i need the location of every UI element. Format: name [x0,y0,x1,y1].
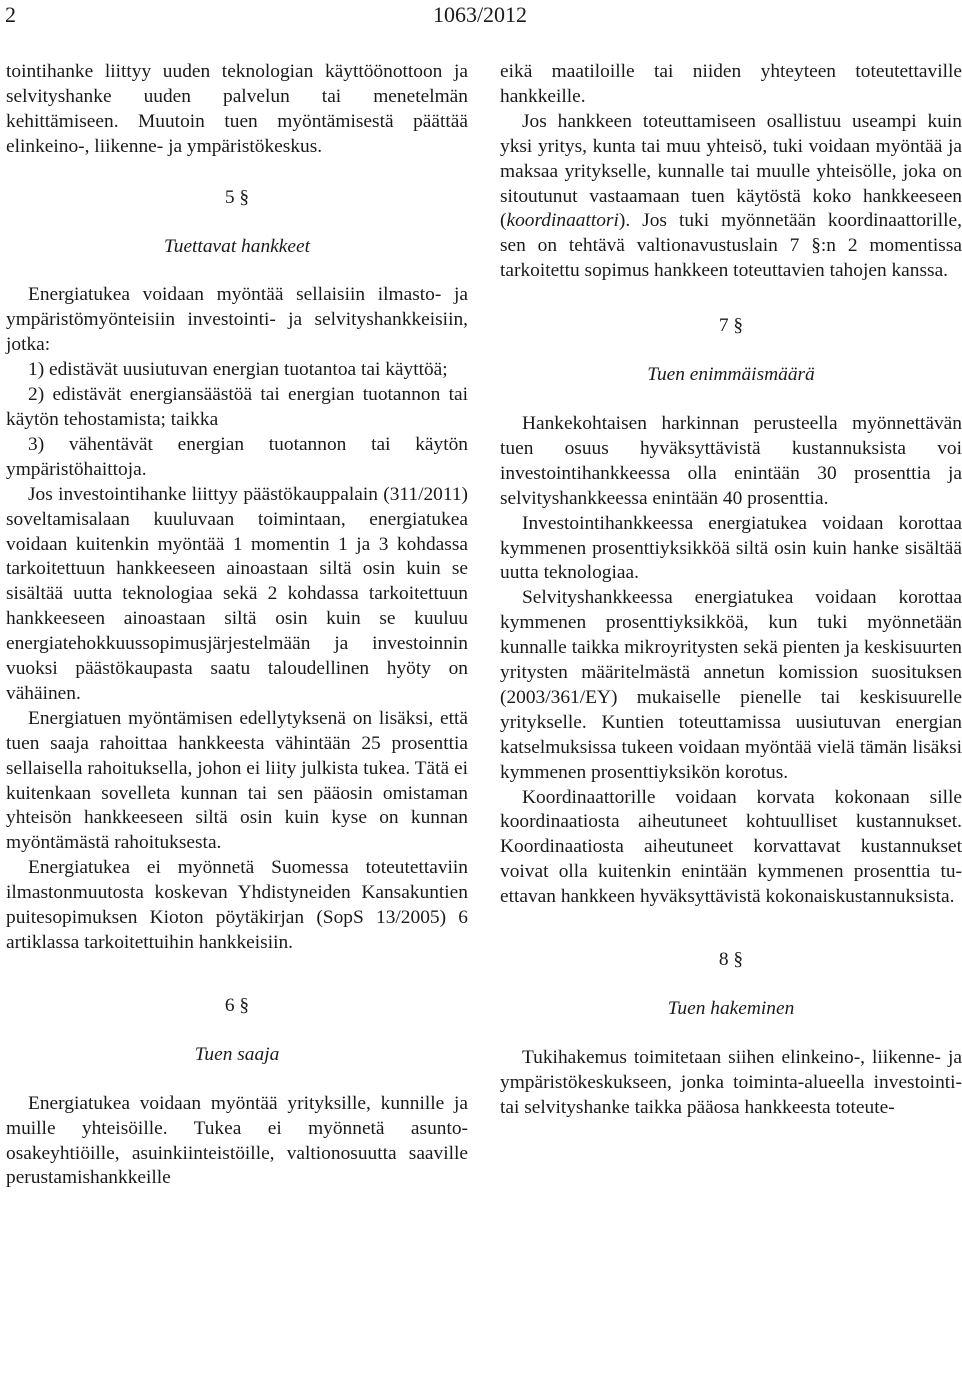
italic-term: koordinaattori [506,210,619,232]
section-5-heading [6,186,468,260]
paragraph: Energiatukea voidaan myöntää yrityksille, kunnille ja muille yhteisöille. Tukea ei myönnetä asunto-osakeyhtiöille, asuinkiinteistöille, valtionosuutta saaville perustamishankkeille [6,1092,468,1189]
section-number: 8 § [718,949,744,971]
text-run: ). Jos tuki myönnetään koordinaattorille, sen on tehtävä valtionavustuslain 7 §:n 2 momentissa tarkoitettu sopimus hankkeen toteuttavien tahojen kanssa. [500,210,962,282]
section-title: Tuen enimmäismäärä [647,364,815,386]
section-title: Tuettavat hankkeet [164,235,310,257]
document-number: 1063/2012 [432,2,528,27]
text-run: Jos hankkeen toteuttamiseen osallistuu useampi kuin yksi yritys, kunta tai muu yhteisö, tuki voidaan myöntää ja maksaa yritykselle, kunnalle tai muulle yhteisölle, joka on sitoutunut vastaamaan tuen käytöstä koko hankkeeseen ( [500,110,962,232]
section-7-heading [500,314,962,388]
paragraph: Hankekohtaisen harkinnan perusteella myönnettävän tuen osuus hyväksyttävistä kustannuksista voi investointihankkeessa olla enintään 30 prosenttia ja selvityshankkeessa enintään 40 prosenttia. [500,412,962,509]
section-6-heading [6,994,468,1068]
section-title: Tuen saaja [194,1043,280,1065]
section-number: 5 § [224,186,250,208]
paragraph: Energiatuen myöntämisen edellytyksenä on lisäksi, että tuen saaja rahoittaa hankkeesta vähintään 25 prosenttia sellaisella rahoituksella, johon ei liity julkista tukea. Tätä ei kuitenkaan sovelleta kunnan tai sen pääosin omistaman yhteisön hankkeeseen siltä osin kuin kyse on kunnan myöntämästä rahoituksesta. [6,707,468,854]
paragraph [500,110,962,284]
paragraph: Investointihankkeessa energiatukea voidaan korottaa kymmenen prosenttiyksikköä siltä osin kuin hanke sisältää uutta teknologiaa. [500,512,962,584]
paragraph: Jos investointihanke liittyy päästökauppalain (311/2011) soveltamisalaan kuuluvaan toimintaan, energiatukea voidaan kuitenkin myöntää 1 momentin 1 ja 3 kohdassa tarkoitettuun hankkeeseen ainoastaan siltä osin kuin se sisältää uutta teknologiaa sekä 2 kohdassa tarkoitettuun hankkeeseen ainoastaan siltä osin kuin se kuuluu energiatehokkuussopimusjärjestelmään ja investoinnin vuoksi päästökaupasta saatu taloudellinen hyöty on vähäinen. [6,483,468,704]
section-number: 6 § [224,994,250,1016]
paragraph: Koordinaattorille voidaan korvata kokonaan sille koordinaatiosta aiheutuneet kohtuulliset kustannukset. Koordinaatiosta aiheutuneet korvattavat kustannukset voivat olla kuitenkin enintään kymmenen prosenttia tuettavan hankkeen hyväksyttävistä kokonaiskustannuksista. [500,786,962,908]
page-header [0,0,960,40]
section-number: 7 § [718,315,744,337]
section-8-heading [500,948,962,1022]
paragraph-continuation: eikä maatiloille tai niiden yhteyteen toteutettaville hankkeille. [500,61,962,107]
paragraph: Selvityshankkeessa energiatukea voidaan korottaa kymmenen prosenttiyksikköä, kun tuki myönnetään kunnalle taikka mikroyritysten sekä pienten ja keskisuurten yritysten määritelmästä annetun komission suosituksen (2003/361/EY) mukaiselle pienelle tai keskisuurelle yritykselle. Kuntien toteuttamissa uusiutuvan energian katselmuksissa tukeen voidaan myöntää vielä tämän lisäksi kymmenen prosenttiyksikön korotus. [500,587,962,783]
paragraph: Tukihakemus toimitetaan siihen elinkeino-, liikenne- ja ympäristökeskukseen, jonka toiminta-alueella investointi- tai selvityshanke taikka pääosa hankkeesta toteute- [500,1046,962,1118]
list-item: 2) edistävät energiansäästöä tai energian tuotannon tai käytön tehostamista; taikka [6,384,468,430]
section-title: Tuen hakeminen [667,998,795,1019]
right-column [500,60,962,1121]
list-item: 3) vähentävät energian tuotannon tai käytön ympäristöhaittoja. [6,433,468,480]
page-number: 2 [5,2,16,27]
paragraph: Energiatukea voidaan myöntää sellaisiin ilmasto- ja ympäristömyönteisiin investointi- ja selvityshankkeisiin, jotka: [6,284,468,356]
paragraph: Energiatukea ei myönnetä Suomessa toteutettaviin ilmastonmuutosta koskevan Yhdistyneiden Kansakuntien puitesopimuksen Kioton pöytäkirjan (SopS 13/2005) 6 artiklassa tarkoitettuihin hankkeisiin. [6,857,468,953]
list-item: 1) edistävät uusiutuvan energian tuotantoa tai käyttöä; [28,359,448,381]
paragraph-continuation: tointihanke liittyy uuden teknologian käyttöönottoon ja selvityshanke uuden palvelun tai menetelmän kehittämiseen. Muutoin tuen myöntämisestä päättää elinkeino-, liikenne- ja ympäristökeskus. [6,61,468,157]
left-column [6,60,468,1191]
